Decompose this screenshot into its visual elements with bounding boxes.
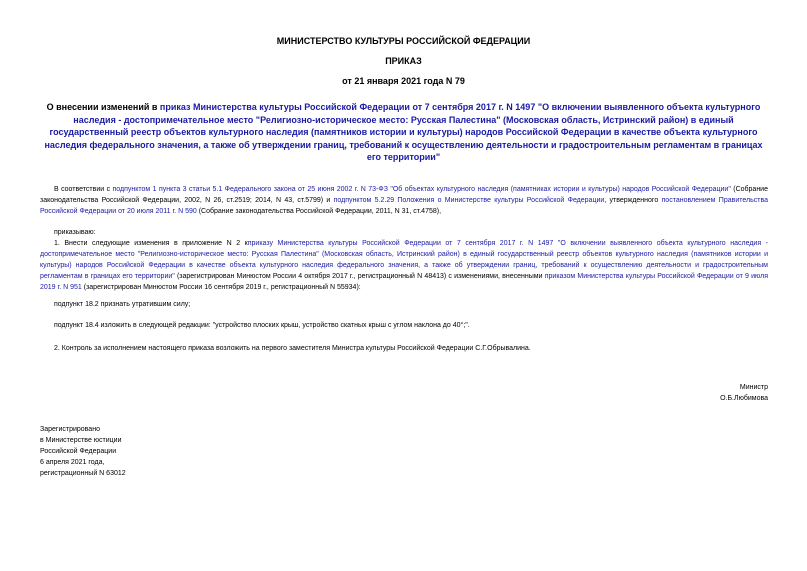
- preamble-paragraph: [40, 184, 768, 217]
- doc-type-heading: ПРИКАЗ: [385, 56, 422, 66]
- item-2-paragraph: 2. Контроль за исполнением настоящего приказа возложить на первого заместителя Министра культуры Российской Федерации С.Г.Обрывалина.: [54, 345, 531, 352]
- preamble-link-government-resolution[interactable]: постановлением Правительства Российской Федерации от 20 июля 2011 г. N 590: [40, 197, 768, 215]
- registration-line-2: в Министерстве юстиции: [40, 437, 122, 444]
- preamble-text-3: , утвержденного: [604, 197, 662, 204]
- item1-text-2: (зарегистрирован Минюстом России 4 октября 2017 г., регистрационный N 48413) с изменениями, внесенными: [174, 273, 545, 280]
- item1-link-order-1497[interactable]: приказу Министерства культуры Российской Федерации от 7 сентября 2017 г. N 1497 "О включении выявленного объекта культурного наследия - достопримечательное место "Религиозно-историческое место: Русская Палестина" (Московская область, Истринский район) в единый государственный реестр объектов культурного наследия (памятников истории и культуры) народов Российской Федерации в качестве объекта культурного наследия федерального значения, а также об утверждении границ, требований к осуществлению деятельности и градостроительным регламентам в границах его территории": [40, 240, 768, 280]
- preamble-link-federal-law[interactable]: подпунктом 1 пункта 3 статьи 5.1 Федерального закона от 25 июня 2002 г. N 73-ФЗ "Об объектах культурного наследия (памятниках истории и культуры) народов Российской Федерации": [112, 186, 731, 193]
- order-word: приказываю:: [54, 229, 96, 236]
- date-number-heading: от 21 января 2021 года N 79: [342, 76, 465, 86]
- subitem-18-2: подпункт 18.2 признать утратившим силу;: [54, 301, 191, 308]
- registration-line-5: регистрационный N 63012: [40, 470, 126, 477]
- preamble-link-regulation[interactable]: подпунктом 5.2.29 Положения о Министерстве культуры Российской Федерации: [333, 197, 605, 204]
- ministry-heading: МИНИСТЕРСТВО КУЛЬТУРЫ РОССИЙСКОЙ ФЕДЕРАЦИИ: [276, 36, 531, 46]
- registration-line-1: Зарегистрировано: [40, 426, 100, 433]
- item-1-paragraph: [40, 238, 768, 293]
- title-link[interactable]: приказ Министерства культуры Российской Федерации от 7 сентября 2017 г. N 1497 "О включении выявленного объекта культурного наследия - достопримечательное место "Религиозно-историческое место: Русская Палестина" (Московская область, Истринский район) в единый государственный реестр объектов культурного наследия (памятников истории и культуры) народов Российской Федерации в качестве объекта культурного наследия федерального значения, а также об утверждении границ, требований к осуществлению деятельности и градостроительным регламентам в границах его территории": [44, 102, 763, 162]
- signature-name: О.Б.Любимова: [720, 395, 768, 402]
- preamble-text-2: (Собрание законодательства Российской Федерации, 2002, N 26, ст.2519; 2014, N 43, ст.5799) и: [40, 186, 768, 204]
- item1-text-3: (зарегистрирован Минюстом России 16 сентября 2019 г., регистрационный N 55934):: [81, 284, 361, 291]
- item1-link-order-951[interactable]: приказом Министерства культуры Российской Федерации от 9 июля 2019 г. N 951: [40, 273, 768, 291]
- signature-block: [600, 382, 768, 404]
- order-title: [40, 101, 767, 164]
- preamble-text-4: (Собрание законодательства Российской Федерации, 2011, N 31, ст.4758),: [196, 208, 442, 215]
- subitem-18-4: подпункт 18.4 изложить в следующей редакции: "устройство плоских крыш, устройство скатных крыш с углом наклона до 40°;".: [54, 322, 470, 329]
- preamble-text-1: В соответствии с: [54, 186, 113, 193]
- registration-line-3: Российской Федерации: [40, 448, 117, 455]
- registration-line-4: 6 апреля 2021 года,: [40, 459, 105, 466]
- item1-text-1: 1. Внести следующие изменения в приложение N 2 к: [54, 240, 248, 247]
- signature-position: Министр: [739, 384, 768, 391]
- registration-block: [40, 424, 240, 479]
- title-prefix: О внесении изменений в: [46, 102, 160, 112]
